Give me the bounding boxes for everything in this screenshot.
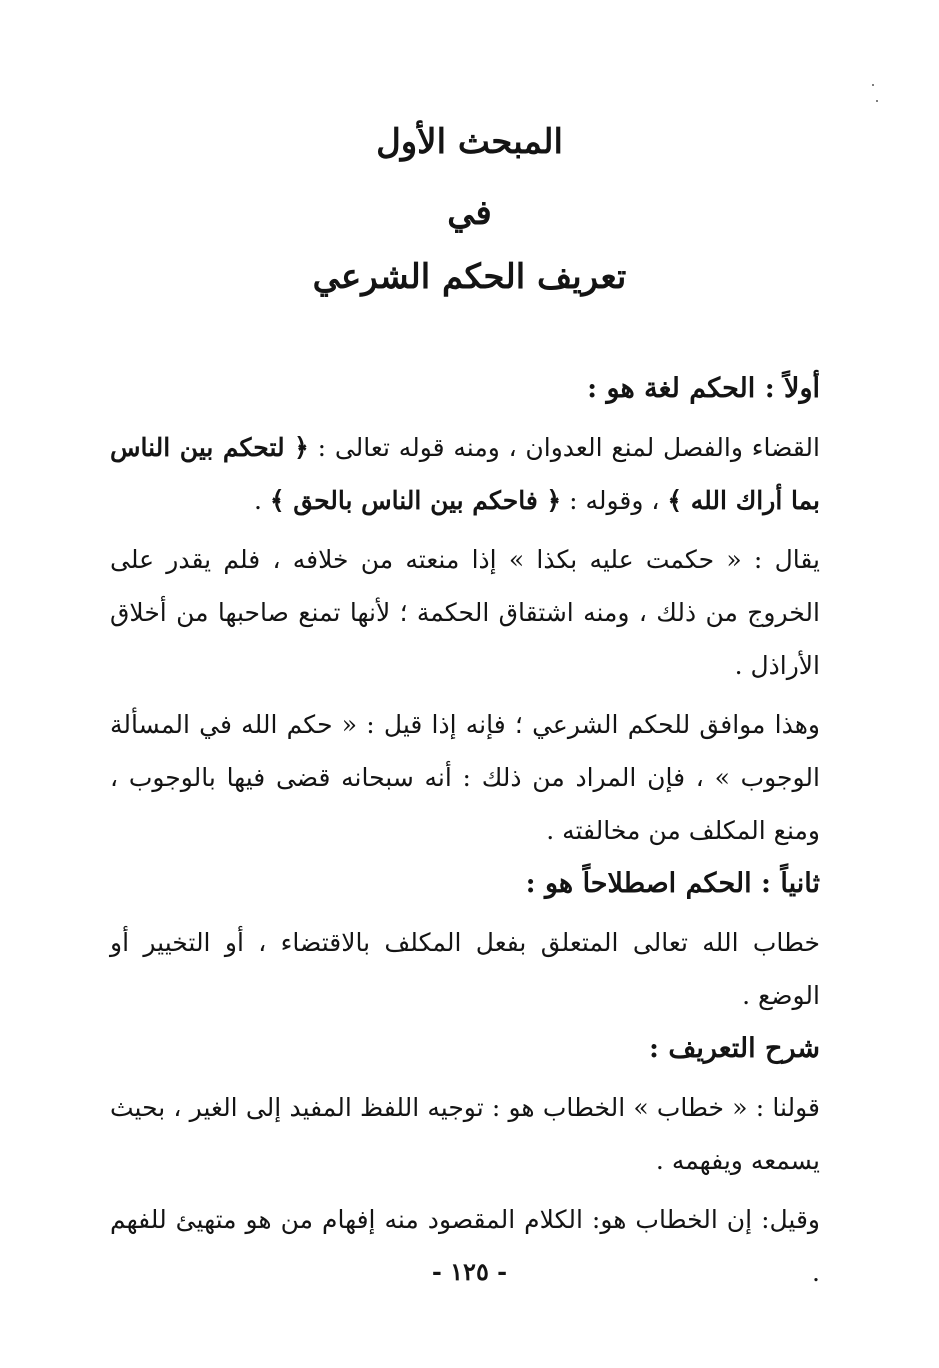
paragraph-text: ، وقوله : [561, 486, 668, 515]
paragraph-linguistic-definition [110, 421, 820, 527]
paragraph-khitab-explanation: قولنا : « خطاب » الخطاب هو : توجيه اللفظ المفيد إلى الغير ، بحيث يسمعه ويفهمه . [110, 1093, 820, 1175]
section-heading-explanation: شرح التعريف : [649, 1033, 820, 1064]
paragraph-text: . [253, 486, 270, 515]
section-heading-technical: ثانياً : الحكم اصطلاحاً هو : [525, 868, 820, 899]
chapter-title-line1: المبحث الأول [376, 122, 563, 162]
paragraph-technical-definition: خطاب الله تعالى المتعلق بفعل المكلف بالاقتضاء ، أو التخيير أو الوضع . [110, 928, 820, 1010]
paragraph-usage-example: يقال : « حكمت عليه بكذا » إذا منعته من خلافه ، فلم يقدر على الخروج من ذلك ، ومنه اشتقاق الحكمة ؛ لأنها تمنع صاحبها من أخلاق الأراذل . [110, 545, 820, 680]
page-body [110, 362, 820, 1299]
paragraph-sharia-agreement: وهذا موافق للحكم الشرعي ؛ فإنه إذا قيل : « حكم الله في المسألة الوجوب » ، فإن المراد من ذلك : أنه سبحانه قضى فيها بالوجوب ، ومنع المكلف من مخالفته . [110, 710, 820, 845]
quran-quote: ﴿ فاحكم بين الناس بالحق ﴾ [269, 486, 562, 515]
chapter-title-line3: تعريف الحكم الشرعي [312, 257, 627, 297]
paragraph-alternative-definition: وقيل: إن الخطاب هو: الكلام المقصود منه إفهام من هو متهيئ للفهم . [110, 1205, 820, 1287]
chapter-title-line2: في [447, 193, 492, 233]
page-number: - ١٢٥ - [431, 1257, 508, 1286]
paragraph-text: القضاء والفصل لمنع العدوان ، ومنه قوله تعالى : [308, 433, 820, 462]
scan-speck [876, 100, 878, 102]
section-heading-linguistic: أولاً : الحكم لغة هو : [587, 373, 820, 404]
quran-quote: ﴿ لتحكم بين الناس بما أراك الله ﴾ [110, 433, 820, 515]
scan-speck [872, 84, 874, 86]
